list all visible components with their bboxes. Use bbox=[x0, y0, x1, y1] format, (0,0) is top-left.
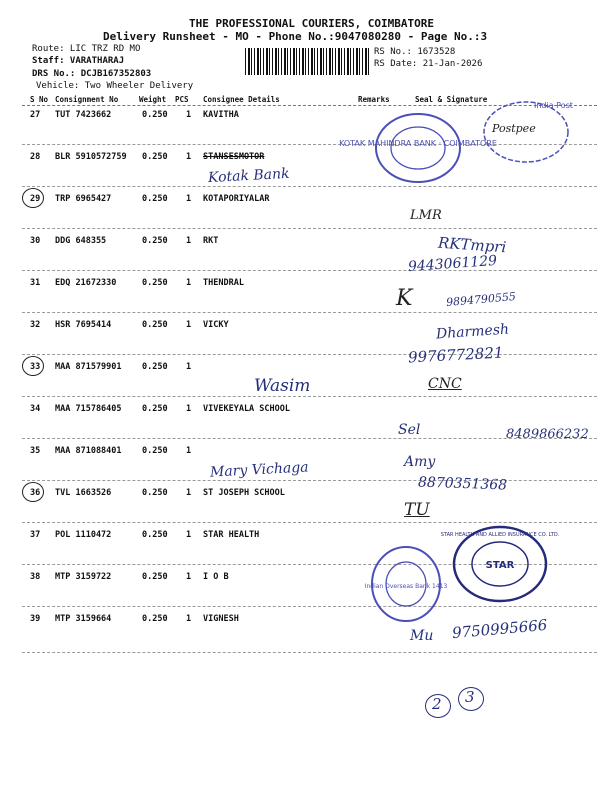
row-consignee: RKT bbox=[203, 236, 219, 246]
row-weight: 0.250 bbox=[142, 320, 168, 330]
row-divider bbox=[22, 522, 597, 523]
handwriting-rkt: RKTmpri bbox=[437, 233, 507, 257]
route-label: Route: LIC TRZ RD MO bbox=[32, 44, 141, 54]
row-pcs: 1 bbox=[186, 278, 192, 288]
row-sno: 28 bbox=[30, 152, 41, 162]
india-post-stamp bbox=[474, 94, 594, 174]
row-divider bbox=[22, 312, 597, 313]
kotak-bank-stamp bbox=[339, 106, 497, 196]
row-sno: 39 bbox=[30, 614, 41, 624]
row-sno: 29 bbox=[30, 194, 41, 204]
drs-number: DRS No.: DCJB167352803 bbox=[32, 69, 152, 79]
signature-34: Sel bbox=[398, 422, 421, 438]
row-pcs: 1 bbox=[186, 446, 192, 456]
col-pcs: PCS bbox=[175, 95, 189, 104]
row-consignment: MAA 871579901 bbox=[55, 362, 122, 372]
star-logo-text: STAR bbox=[485, 560, 515, 571]
row-weight: 0.250 bbox=[142, 278, 168, 288]
row-sno: 38 bbox=[30, 572, 41, 582]
row-consignment: HSR 7695414 bbox=[55, 320, 112, 330]
handwriting-kotak-bank: Kotak Bank bbox=[207, 165, 290, 187]
staff-label: Staff: VARATHARAJ bbox=[32, 56, 125, 66]
handwriting-page-3: 3 bbox=[465, 688, 475, 706]
handwriting-phone-32: 9976772821 bbox=[407, 343, 504, 367]
india-post-text: India Post bbox=[534, 101, 573, 110]
row-pcs: 1 bbox=[186, 110, 192, 120]
row-divider bbox=[22, 354, 597, 355]
row-consignment: TVL 1663526 bbox=[55, 488, 112, 498]
row-sno: 32 bbox=[30, 320, 41, 330]
row-divider bbox=[22, 186, 597, 187]
row-consignee: KAVITHA bbox=[203, 110, 239, 120]
row-weight: 0.250 bbox=[142, 110, 168, 120]
row-consignee: VIGNESH bbox=[203, 614, 239, 624]
signature-39: Mu bbox=[410, 628, 434, 644]
row-pcs: 1 bbox=[186, 194, 192, 204]
row-sno: 37 bbox=[30, 530, 41, 540]
row-weight: 0.250 bbox=[142, 614, 168, 624]
handwriting-phone-34: 8489866232 bbox=[506, 427, 589, 442]
row-consignment: MAA 715786405 bbox=[55, 404, 122, 414]
handwriting-tu: TU bbox=[404, 500, 430, 520]
row-pcs: 1 bbox=[186, 530, 192, 540]
handwriting-phone-30: 9443061129 bbox=[407, 252, 498, 276]
iob-stamp bbox=[364, 544, 448, 626]
barcode bbox=[245, 48, 370, 75]
row-divider bbox=[22, 270, 597, 271]
row-sno: 33 bbox=[30, 362, 41, 372]
col-consignment: Consignment No bbox=[55, 95, 119, 104]
india-post-sign: Postpee bbox=[492, 122, 536, 135]
row-consignee: THENDRAL bbox=[203, 278, 244, 288]
row-divider bbox=[22, 396, 597, 397]
handwriting-mary: Mary Vichaga bbox=[209, 459, 309, 481]
signature-31: K bbox=[396, 286, 413, 311]
row-consignment: MTP 3159722 bbox=[55, 572, 112, 582]
vehicle-label: Vehicle: Two Wheeler Delivery bbox=[36, 81, 194, 91]
row-consignment: MAA 871088401 bbox=[55, 446, 122, 456]
row-consignee: I O B bbox=[203, 572, 229, 582]
row-consignment: TUT 7423662 bbox=[55, 110, 112, 120]
row-consignee: VICKY bbox=[203, 320, 229, 330]
row-pcs: 1 bbox=[186, 152, 192, 162]
row-weight: 0.250 bbox=[142, 404, 168, 414]
row-consignee: VIVEKEYALA SCHOOL bbox=[203, 404, 290, 414]
handwriting-page-2: 2 bbox=[432, 695, 442, 713]
handwriting-phone-35: 8870351368 bbox=[417, 474, 508, 494]
row-weight: 0.250 bbox=[142, 152, 168, 162]
row-pcs: 1 bbox=[186, 614, 192, 624]
row-pcs: 1 bbox=[186, 488, 192, 498]
row-consignee: STAR HEALTH bbox=[203, 530, 260, 540]
col-weight: Weight bbox=[139, 95, 167, 104]
row-consignment: DDG 648355 bbox=[55, 236, 107, 246]
row-consignment: POL 1110472 bbox=[55, 530, 112, 540]
star-stamp-text: STAR HEALTH AND ALLIED INSURANCE CO. LTD. bbox=[440, 532, 560, 538]
row-weight: 0.250 bbox=[142, 446, 168, 456]
kotak-stamp-text: KOTAK MAHINDRA BANK · COIMBATORE bbox=[339, 139, 497, 148]
row-sno: 36 bbox=[30, 488, 41, 498]
col-sno: S No bbox=[30, 95, 49, 104]
row-sno: 35 bbox=[30, 446, 41, 456]
row-weight: 0.250 bbox=[142, 572, 168, 582]
iob-stamp-text: Indian Overseas Bank 1413 bbox=[364, 583, 448, 590]
row-weight: 0.250 bbox=[142, 488, 168, 498]
row-sno: 31 bbox=[30, 278, 41, 288]
runsheet-subtitle: Delivery Runsheet - MO - Phone No.:9047080280 - Page No.:3 bbox=[103, 30, 488, 43]
row-sno: 34 bbox=[30, 404, 41, 414]
company-title: THE PROFESSIONAL COURIERS, COIMBATORE bbox=[189, 17, 435, 30]
rs-number: RS No.: 1673528 bbox=[374, 47, 456, 57]
handwriting-wasim: Wasim bbox=[254, 376, 311, 396]
handwriting-phone-31: 9894790555 bbox=[445, 289, 517, 310]
row-pcs: 1 bbox=[186, 320, 192, 330]
col-remarks: Remarks bbox=[358, 95, 390, 104]
row-sno: 30 bbox=[30, 236, 41, 246]
row-weight: 0.250 bbox=[142, 194, 168, 204]
pen-circle-29 bbox=[22, 188, 44, 208]
col-seal-signature: Seal & Signature bbox=[415, 95, 488, 104]
pen-circle-33 bbox=[22, 356, 44, 376]
row-divider bbox=[22, 606, 597, 607]
handwriting-dharmesh: Dharmesh bbox=[435, 321, 510, 343]
row-pcs: 1 bbox=[186, 572, 192, 582]
pen-circle-36 bbox=[22, 482, 44, 502]
row-divider bbox=[22, 480, 597, 481]
star-health-stamp bbox=[440, 524, 560, 606]
rs-date: RS Date: 21-Jan-2026 bbox=[374, 59, 483, 69]
handwriting-phone-39: 9750995666 bbox=[451, 615, 549, 643]
row-pcs: 1 bbox=[186, 236, 192, 246]
handwriting-lmr: LMR bbox=[410, 208, 442, 223]
row-sno: 27 bbox=[30, 110, 41, 120]
signature-35: Amy bbox=[404, 454, 436, 470]
row-pcs: 1 bbox=[186, 404, 192, 414]
col-consignee: Consignee Details bbox=[203, 95, 280, 104]
row-pcs: 1 bbox=[186, 362, 192, 372]
row-weight: 0.250 bbox=[142, 530, 168, 540]
row-consignee: STANSESMOTOR bbox=[203, 152, 265, 162]
row-consignment: EDQ 21672330 bbox=[55, 278, 117, 288]
row-consignee: ST JOSEPH SCHOOL bbox=[203, 488, 285, 498]
row-consignee: KOTAPORIYALAR bbox=[203, 194, 270, 204]
row-consignment: BLR 5910572759 bbox=[55, 152, 127, 162]
row-consignment: TRP 6965427 bbox=[55, 194, 112, 204]
row-weight: 0.250 bbox=[142, 236, 168, 246]
row-divider bbox=[22, 228, 597, 229]
handwriting-cnc: CNC bbox=[428, 376, 462, 392]
row-consignment: MTP 3159664 bbox=[55, 614, 112, 624]
row-weight: 0.250 bbox=[142, 362, 168, 372]
row-divider bbox=[22, 652, 597, 653]
